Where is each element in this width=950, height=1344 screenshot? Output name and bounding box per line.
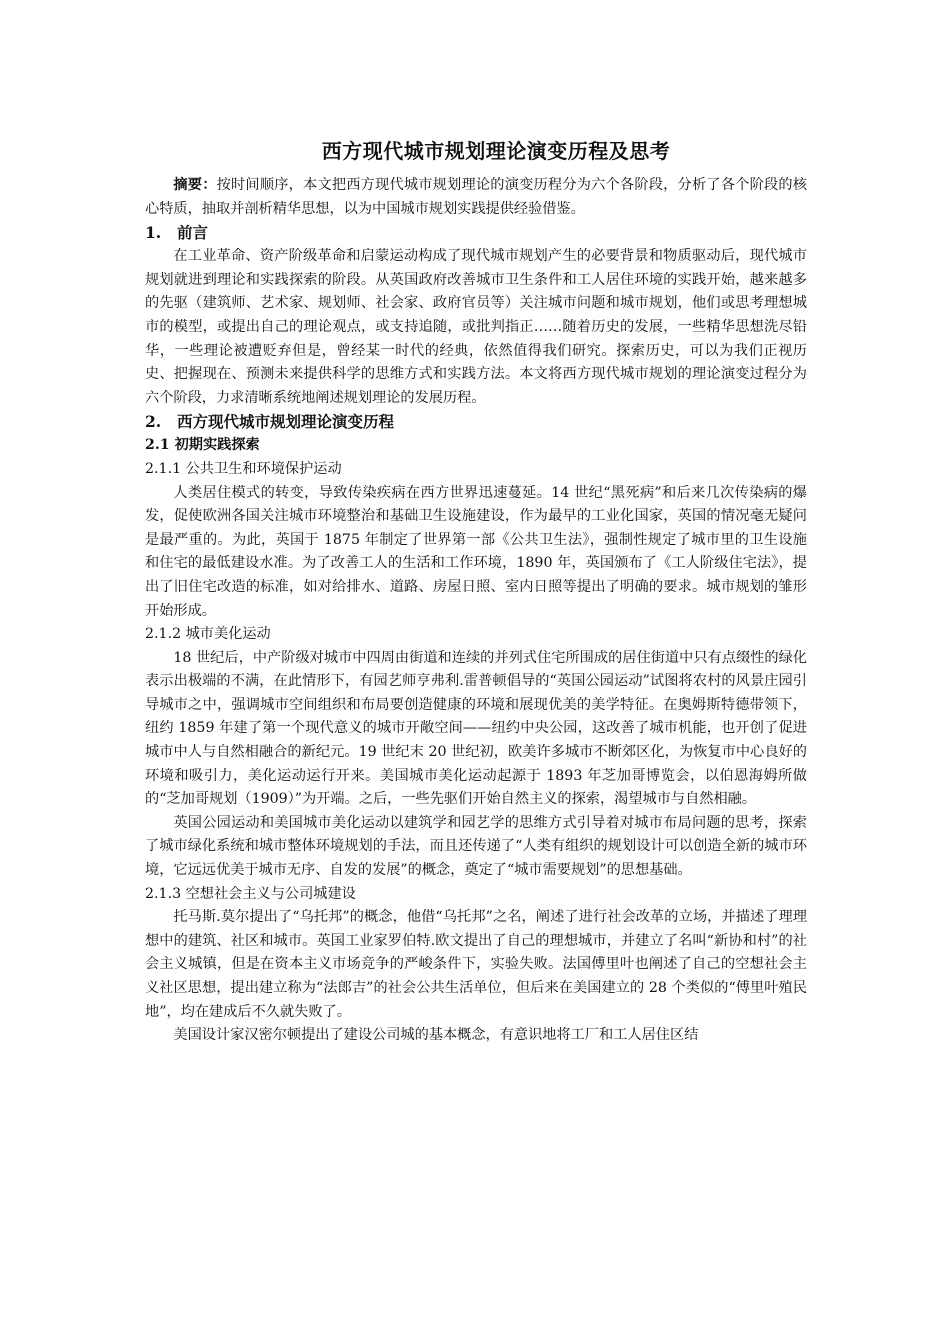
document-body bbox=[145, 136, 807, 1048]
section-1-title: 前言 bbox=[177, 223, 209, 243]
abstract-text: 按时间顺序，本文把西方现代城市规划理论的演变历程分为六个各阶段，分析了各个阶段的核心特质，抽取并剖析精华思想，以为中国城市规划实践提供经验借鉴。 bbox=[145, 177, 807, 217]
section-2-heading bbox=[145, 410, 807, 434]
section-1-number: 1. bbox=[145, 223, 162, 243]
section-2-1-2-heading: 2.1.2 城市美化运动 bbox=[145, 626, 271, 643]
section-2-1-3-heading: 2.1.3 空想社会主义与公司城建设 bbox=[145, 885, 356, 902]
document-title: 西方现代城市规划理论演变历程及思考 bbox=[321, 139, 671, 163]
section-1-heading bbox=[145, 221, 807, 245]
section-2-1-1-heading: 2.1.1 公共卫生和环境保护运动 bbox=[145, 460, 342, 477]
section-2-title: 西方现代城市规划理论演变历程 bbox=[177, 412, 395, 432]
abstract-label: 摘要： bbox=[173, 177, 217, 193]
section-2-1-3-paragraph-2: 美国设计家汉密尔顿提出了建设公司城的基本概念，有意识地将工厂和工人居住区结 bbox=[173, 1027, 699, 1044]
section-2-1-2-paragraph-2: 英国公园运动和美国城市美化运动以建筑学和园艺学的思维方式引导着对城市布局问题的思考，探索了城市绿化系统和城市整体环境规划的手法，而且还传递了“人类有组织的规划设计可以创造全新的城市环境，它远远优美于城市无序、自发的发展”的概念，奠定了“城市需要规划”的思想基础。 bbox=[145, 814, 807, 879]
section-1-paragraph: 在工业革命、资产阶级革命和启蒙运动构成了现代城市规划产生的必要背景和物质驱动后，现代城市规划就进到理论和实践探索的阶段。从英国政府改善城市卫生条件和工人居住环境的实践开始，越来越多的先驱（建筑师、艺术家、规划师、社会家、政府官员等）关注城市问题和城市规划，他们或思考理想城市的模型，或提出自己的理论观点，或支持追随，或批判指正……随着历史的发展，一些精华思想洗尽铅华，一些理论被遭贬弃但是，曾经某一时代的经典，依然值得我们研究。探索历史，可以为我们正视历史、把握现在、预测未来提供科学的思维方式和实践方法。本文将西方现代城市规划的理论演变过程分为六个阶段，力求清晰系统地阐述规划理论的发展历程。 bbox=[145, 248, 807, 406]
abstract-paragraph bbox=[145, 174, 807, 221]
section-2-1-1-paragraph: 人类居住模式的转变，导致传染疾病在西方世界迅速蔓延。14 世纪“黑死病”和后来几次传染病的爆发，促使欧洲各国关注城市环境整治和基础卫生设施建设，作为最早的工业化国家，英国的情况毫无疑问是最严重的。为此，英国于 1875 年制定了世界第一部《公共卫生法》，强制性规定了城市里的卫生设施和住宅的最低建设水准。为了改善工人的生活和工作环境，1890 年，英国颁布了《工人阶级住宅法》，提出了旧住宅改造的标准，如对给排水、道路、房屋日照、室内日照等提出了明确的要求。城市规划的雏形开始形成。 bbox=[145, 484, 807, 619]
section-2-1-2-paragraph-1: 18 世纪后，中产阶级对城市中四周由街道和连续的并列式住宅所围成的居住街道中只有点缀性的绿化表示出极端的不满，在此情形下，有园艺师亨弗利.雷普顿倡导的“英国公园运动”试图将农村的风景庄园引导城市之中，强调城市空间组织和布局要创造健康的环境和展现优美的美学特征。在奥姆斯特德带领下，纽约 1859 年建了第一个现代意义的城市开敞空间——纽约中央公园，这改善了城市机能，也开创了促进城市中人与自然相融合的新纪元。19 世纪末 20 世纪初，欧美许多城市不断郊区化，为恢复市中心良好的环境和吸引力，美化运动运行开来。美国城市美化运动起源于 1893 年芝加哥博览会，以伯恩海姆所做的“芝加哥规划（1909）”为开端。之后，一些先驱们开始自然主义的探索，渴望城市与自然相融。 bbox=[145, 649, 807, 808]
section-2-1-heading: 2.1 初期实践探索 bbox=[145, 437, 260, 454]
section-2-1-3-paragraph-1: 托马斯.莫尔提出了“乌托邦”的概念，他借“乌托邦”之名，阐述了进行社会改革的立场，并描述了理理想中的建筑、社区和城市。英国工业家罗伯特.欧文提出了自己的理想城市，并建立了名叫“新协和村”的社会主义城镇，但是在资本主义市场竞争的严峻条件下，实验失败。法国傅里叶也阐述了自己的空想社会主义社区思想，提出建立称为“法郎吉”的社会公共生活单位，但后来在美国建立的 28 个类似的“傅里叶殖民地”，均在建成后不久就失败了。 bbox=[145, 909, 807, 1020]
section-2-number: 2. bbox=[145, 412, 162, 432]
